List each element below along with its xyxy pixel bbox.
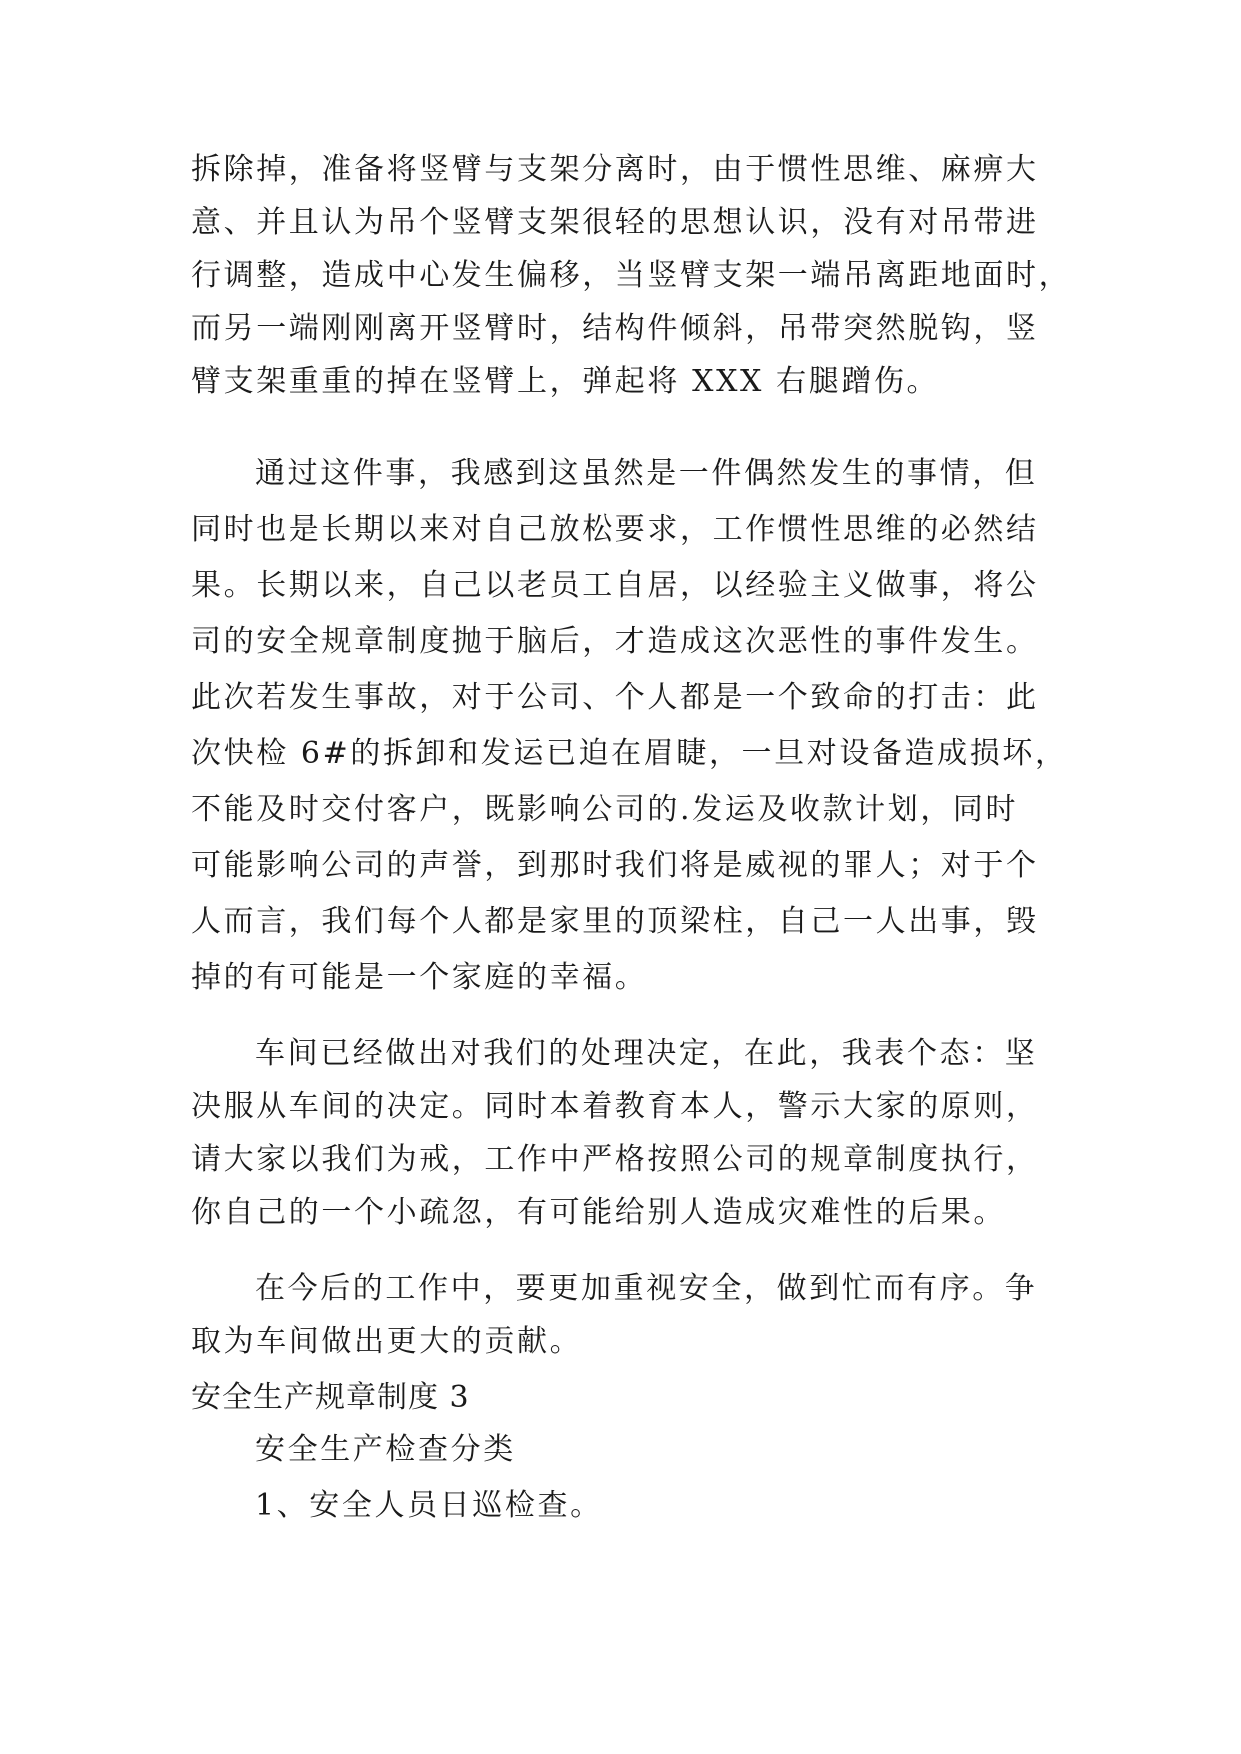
- text-line: 而另一端刚刚离开竖臂时，结构件倾斜，吊带突然脱钩，竖: [191, 311, 1039, 346]
- section-heading: 安全生产规章制度 3: [191, 1380, 470, 1415]
- paragraph-first-line: 在今后的工作中，要更加重视安全，做到忙而有序。争: [255, 1271, 1038, 1306]
- text-line: 次快检 6#的拆卸和发运已迫在眉睫，一旦对设备造成损坏，: [191, 736, 1068, 771]
- text-line: 同时也是长期以来对自己放松要求，工作惯性思维的必然结: [191, 512, 1039, 547]
- text-line: 拆除掉，准备将竖臂与支架分离时，由于惯性思维、麻痹大: [191, 152, 1039, 187]
- text-line: 司的安全规章制度抛于脑后，才造成这次恶性的事件发生。: [191, 624, 1039, 659]
- subheading: 安全生产检查分类: [255, 1432, 516, 1467]
- text-line: 人而言，我们每个人都是家里的顶梁柱，自己一人出事，毁: [191, 904, 1039, 939]
- text-line: 果。长期以来，自己以老员工自居，以经验主义做事，将公: [191, 568, 1039, 603]
- text-line: 臂支架重重的掉在竖臂上，弹起将 XXX 右腿蹭伤。: [191, 364, 940, 399]
- list-item: 1、安全人员日巡检查。: [255, 1488, 603, 1523]
- text-line: 请大家以我们为戒，工作中严格按照公司的规章制度执行，: [191, 1142, 1039, 1177]
- text-line: 行调整，造成中心发生偏移，当竖臂支架一端吊离距地面时，: [191, 258, 1072, 293]
- text-line: 不能及时交付客户，既影响公司的.发运及收款计划，同时: [191, 792, 1019, 827]
- text-line: 决服从车间的决定。同时本着教育本人，警示大家的原则，: [191, 1089, 1039, 1124]
- text-line: 意、并且认为吊个竖臂支架很轻的思想认识，没有对吊带进: [191, 205, 1039, 240]
- text-line: 可能影响公司的声誉，到那时我们将是威视的罪人；对于个: [191, 848, 1039, 883]
- text-line: 你自己的一个小疏忽，有可能给别人造成灾难性的后果。: [191, 1195, 1006, 1230]
- paragraph-first-line: 通过这件事，我感到这虽然是一件偶然发生的事情，但: [255, 456, 1038, 491]
- text-line: 掉的有可能是一个家庭的幸福。: [191, 960, 648, 995]
- text-line: 此次若发生事故，对于公司、个人都是一个致命的打击：此: [191, 680, 1039, 715]
- text-line: 取为车间做出更大的贡献。: [191, 1324, 583, 1359]
- paragraph-first-line: 车间已经做出对我们的处理决定，在此，我表个态：坚: [255, 1036, 1038, 1071]
